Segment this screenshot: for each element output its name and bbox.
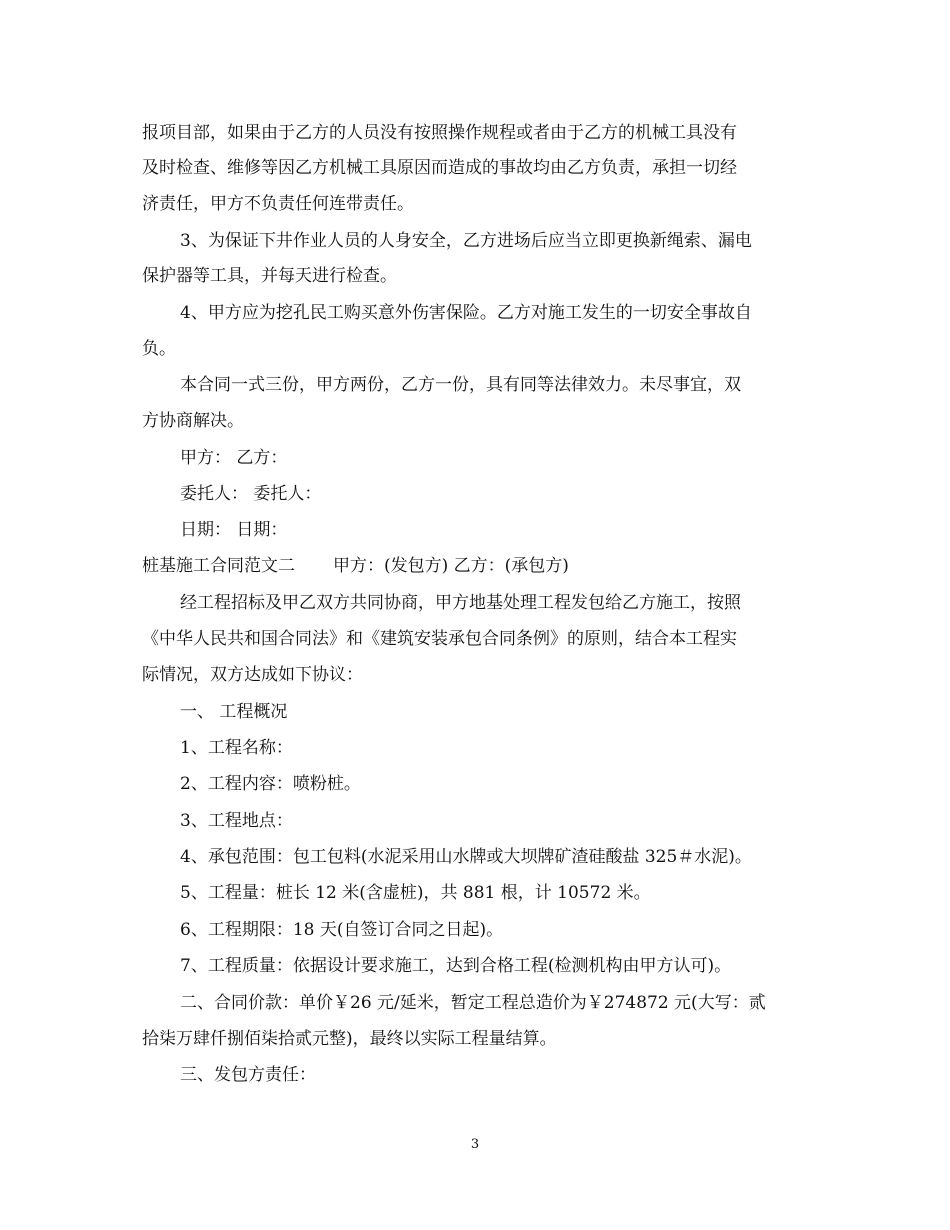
paragraph-line: 3、为保证下井作业人员的人身安全，乙方进场后应当立即更换新绳索、漏电 <box>180 231 752 251</box>
list-item: 6、工程期限：18 天(自签订合同之日起)。 <box>180 920 504 940</box>
paragraph-line: 4、甲方应为挖孔民工购买意外伤害保险。乙方对施工发生的一切安全事故自 <box>180 303 752 323</box>
page-number: 3 <box>470 1137 480 1152</box>
section-title-line <box>142 555 822 577</box>
list-item: 4、承包范围：包工包料(水泥采用山水牌或大坝牌矿渣硅酸盐 325＃水泥)。 <box>180 847 752 867</box>
list-item: 7、工程质量：依据设计要求施工，达到合格工程(检测机构由甲方认可)。 <box>180 956 732 976</box>
paragraph-line: 报项目部，如果由于乙方的人员没有按照操作规程或者由于乙方的机械工具没有 <box>142 123 737 143</box>
paragraph-line: 保护器等工具，并每天进行检查。 <box>142 266 397 286</box>
paragraph-line: 经工程招标及甲乙双方共同协商，甲方地基处理工程发包给乙方施工，按照 <box>180 593 741 613</box>
paragraph-line: 《中华人民共和国合同法》和《建筑安装承包合同条例》的原则，结合本工程实 <box>142 629 737 649</box>
signature-line-agents: 委托人： 委托人： <box>180 484 322 504</box>
paragraph-line: 二、合同价款：单价￥26 元/延米，暂定工程总造价为￥274872 元(大写：贰 <box>180 993 766 1013</box>
paragraph-line: 拾柒万肆仟捌佰柒拾贰元整)，最终以实际工程量结算。 <box>142 1029 557 1049</box>
paragraph-line: 负。 <box>142 339 176 359</box>
section-heading: 一、 工程概况 <box>180 702 288 722</box>
signature-line-parties: 甲方： 乙方： <box>180 448 288 468</box>
list-item: 5、工程量：桩长 12 米(含虚桩)，共 881 根，计 10572 米。 <box>180 883 651 903</box>
paragraph-line: 济责任，甲方不负责任何连带责任。 <box>142 194 414 214</box>
paragraph-line: 际情况，双方达成如下协议： <box>142 665 363 685</box>
section-heading: 三、发包方责任： <box>180 1065 316 1085</box>
party-declaration: 甲方：(发包方) 乙方：(承包方) <box>333 556 569 576</box>
list-item: 1、工程名称： <box>180 738 293 758</box>
signature-line-dates: 日期： 日期： <box>180 520 288 540</box>
section-title: 桩基施工合同范文二 <box>142 556 295 576</box>
paragraph-line: 方协商解决。 <box>142 411 244 431</box>
paragraph-line: 及时检查、维修等因乙方机械工具原因而造成的事故均由乙方负责，承担一切经 <box>142 158 737 178</box>
list-item: 3、工程地点： <box>180 811 293 831</box>
list-item: 2、工程内容：喷粉桩。 <box>180 774 361 794</box>
paragraph-line: 本合同一式三份，甲方两份，乙方一份，具有同等法律效力。未尽事宜，双 <box>180 375 741 395</box>
